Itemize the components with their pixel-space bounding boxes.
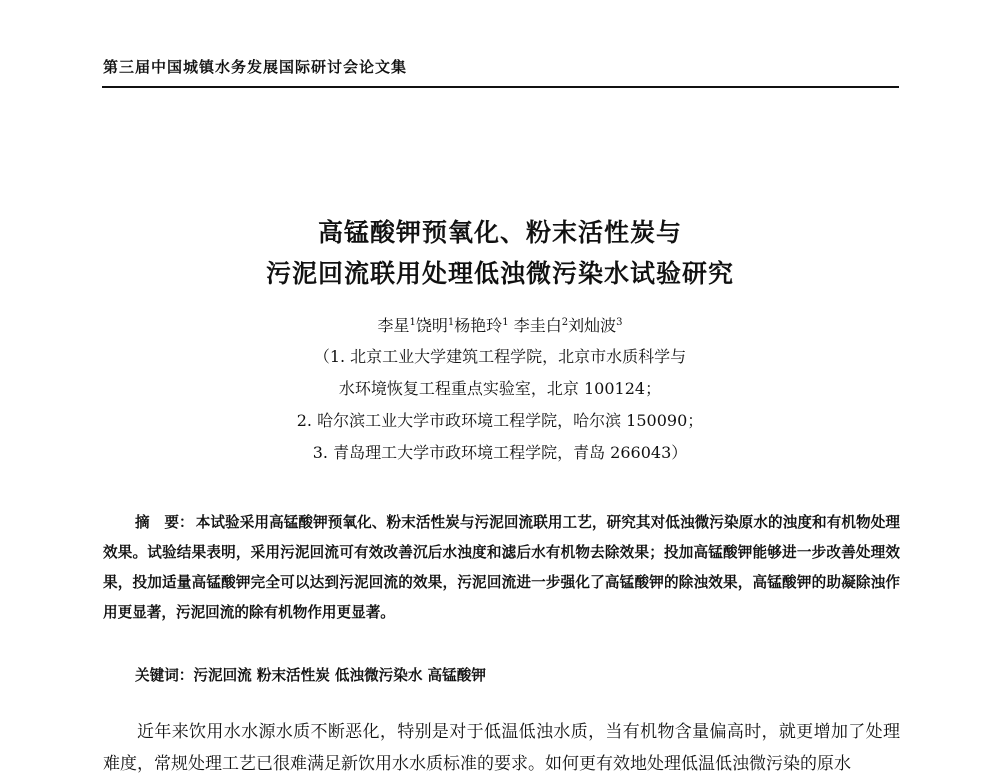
keywords-text: 污泥回流 粉末活性炭 低浊微污染水 高锰酸钾 [193,667,486,684]
author-name: 李星 [377,316,410,335]
affiliation-line: 2. 哈尔滨工业大学市政环境工程学院，哈尔滨 150090； [296,411,704,430]
author-affiliation-mark: 1 [447,317,455,328]
paper-title-line-2: 污泥回流联用处理低浊微污染水试验研究 [265,259,734,288]
abstract [103,508,900,628]
author-affiliation-mark: 3 [616,317,623,328]
author-list [0,313,1000,336]
author-affiliation-mark: 1 [409,317,416,328]
affiliation-line: 3. 青岛理工大学市政环境工程学院，青岛 266043） [312,443,688,462]
paper-title-line-1: 高锰酸钾预氧化、粉末活性炭与 [317,218,682,247]
author-name: 饶明 [415,316,448,335]
author-affiliation-mark: 1 [502,317,509,328]
author-name: 杨艳玲 [454,316,503,335]
abstract-label: 摘 要： [135,514,194,531]
body-paragraph: 近年来饮用水水源水质不断恶化，特别是对于低温低浊水质，当有机物含量偏高时，就更增加了处理难度，常规处理工艺已很难满足新饮用水水质标准的要求。如何更有效地处理低温低浊微污染的原水 [103,722,900,774]
running-header: 第三届中国城镇水务发展国际研讨会论文集 [103,58,408,76]
affiliation-line: 水环境恢复工程重点实验室，北京 100124； [338,379,662,398]
keywords [135,664,486,685]
affiliation-line: （1. 北京工业大学建筑工程学院，北京市水质科学与 [313,347,687,366]
header-rule [102,86,899,88]
abstract-text: 本试验采用高锰酸钾预氧化、粉末活性炭与污泥回流联用工艺，研究其对低浊微污染原水的浊度和有机物处理效果。试验结果表明，采用污泥回流可有效改善沉后水浊度和滤后水有机物去除效果；投加高锰酸钾能够进一步改善处理效果，投加适量高锰酸钾完全可以达到污泥回流的效果，污泥回流进一步强化了高锰酸钾的除浊效果，高锰酸钾的助凝除浊作用更显著，污泥回流的除有机物作用更显著。 [103,514,900,621]
author-name: 李圭白 [513,316,562,335]
author-affiliation-mark: 2 [561,317,569,328]
author-name: 刘灿波 [568,316,617,335]
keywords-label: 关键词： [135,667,194,684]
